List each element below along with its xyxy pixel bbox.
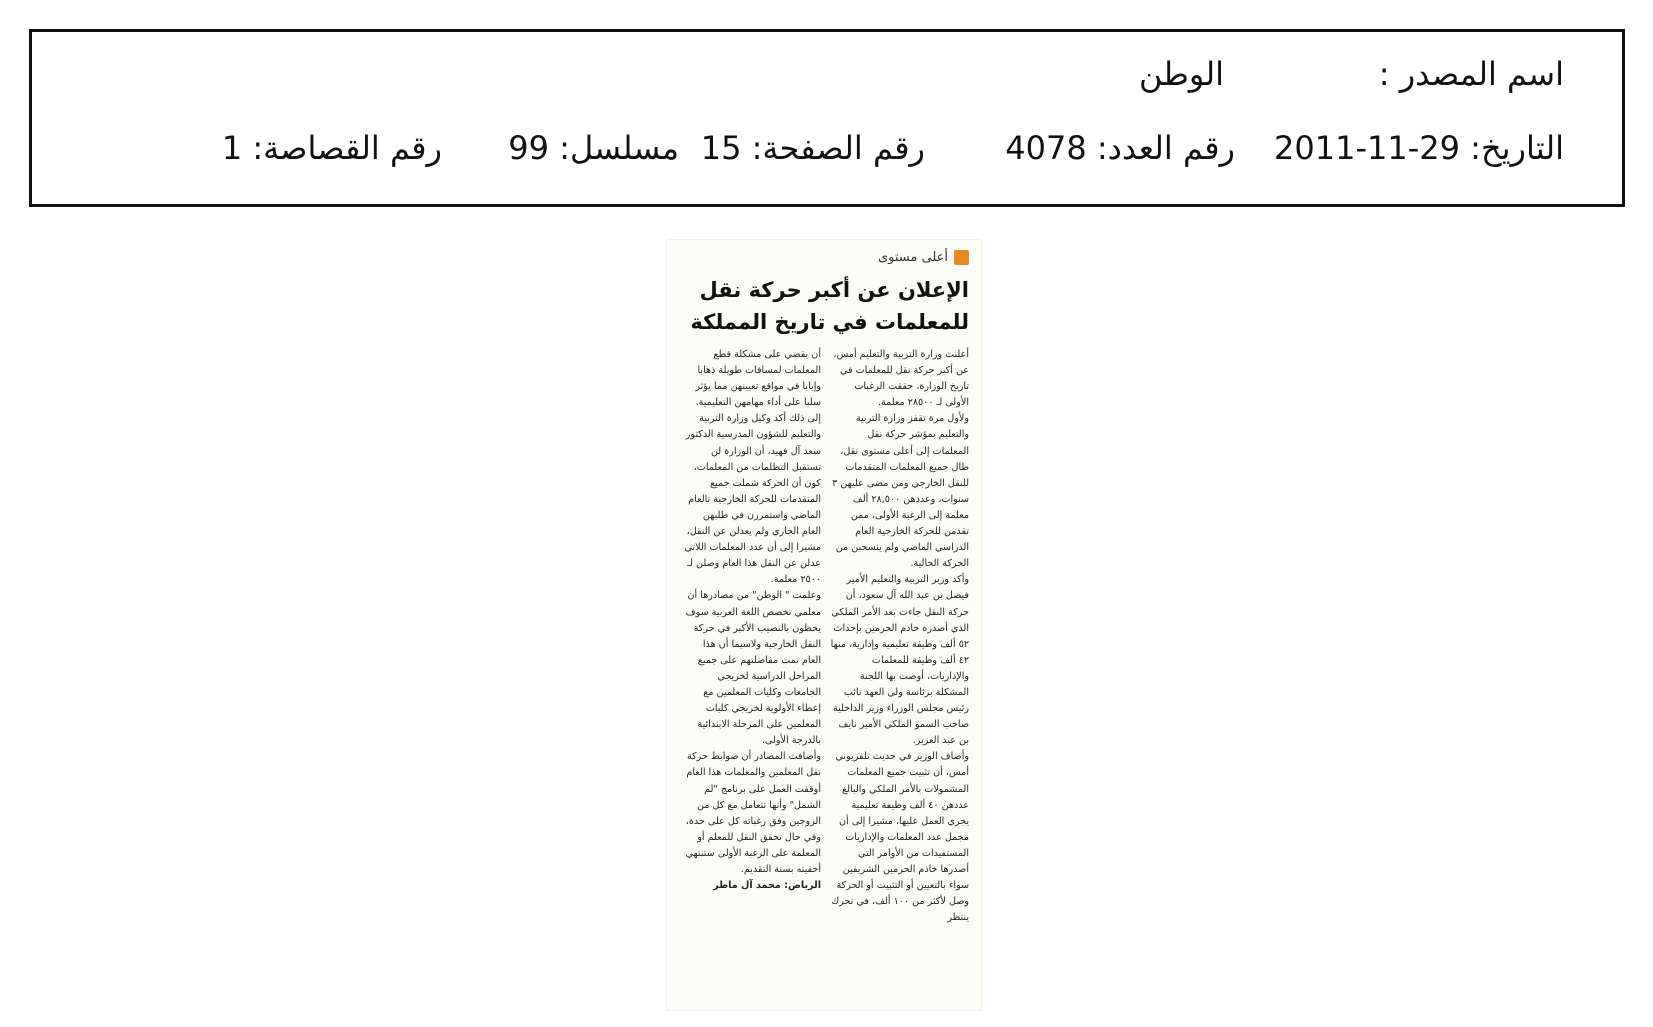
serial-field — [508, 129, 679, 167]
paragraph: وأكد وزير التربية والتعليم الأمير فيصل بن عبد الله آل سعود، أن حركة النقل جاءت بعد الأمر الملكي الذي أصدره خادم الحرمين بإحداث ٥٢ ألف وظيفة تعليمية وإدارية، منها ٤٢ ألف وظيفة للمعلمات والإداريات، أوصت بها اللجنة المشكلة برئاسة ولي العهد نائب رئيس مجلس الوزراء وزير الداخلية صاحب السمو الملكي الأمير نايف بن عبد العزيز. — [830, 574, 969, 747]
paragraph: أعلنت وزارة التربية والتعليم أمس، عن أكبر حركة نقل للمعلمات في تاريخ الوزارة، حققت الرغبات الأولى لـ ٢٨٥٠٠ معلمة. — [833, 349, 969, 409]
section-kicker — [878, 250, 969, 265]
paragraph: وأضاف الوزير في حديث تلفزيوني أمس، أن تثبيت جميع المعلمات المشمولات بالأمر الملكي والبالغ عددهن ٤٠ ألف وظيفة تعليمية يجري العمل عليها، مشيرا إلى أن مجمل عدد المعلمات والإداريات المستفيدات من الأوامر التي أصدرها خادم الحرمين الشريفين سواء بالتعيين أو التثبيت أو الحركة وصل لأكثر من ١٠٠ ألف، في تحرك ينتظر — [831, 751, 969, 924]
page-label: رقم الصفحة: — [751, 129, 925, 167]
headline-line-1: الإعلان عن أكبر حركة نقل — [699, 278, 969, 302]
article-column-right — [829, 347, 969, 926]
serial-label: مسلسل: — [559, 129, 679, 167]
paragraph: وعلمت " الوطن" من مصادرها أن معلمي تخصص اللغة العربية سوف يحظون بالنصيب الأكبر في حركة النقل الخارجية ولاسيما أن هذا العام تمت مفاضلتهم على جميع المراحل الدراسية لخريجي الجامعات وكليات المعلمين مع إعطاء الأولوية لخريجي كليات المعلمين على المرحلة الابتدائية بالدرجة الأولى. — [685, 590, 821, 747]
paragraph: ولأول مرة تقفز وزارة التربية والتعليم بمؤشر حركة نقل المعلمات إلى أعلى مستوى نقل، طال جميع المعلمات المتقدمات للنقل الخارجي ومن مضى عليهن ٣ سنوات، وعددهن ٢٨,٥٠٠ ألف معلمة إلى الرغبة الأولى، ممن تقدمن للحركة الخارجية العام الدراسي الماضي ولم ينسحبن من الحركة الحالية. — [832, 413, 969, 570]
kicker-text: أعلى مستوى — [877, 250, 948, 265]
kicker-square-icon — [954, 250, 969, 265]
issue-label: رقم العدد: — [1096, 129, 1235, 167]
clip-number-value: 1 — [221, 129, 243, 167]
issue-field — [1005, 129, 1235, 167]
clip-number-field — [222, 129, 442, 167]
article-byline: الرياض: محمد آل ماطر — [713, 880, 821, 892]
article-column-left — [681, 347, 821, 894]
headline-line-2: للمعلمات في تاريخ المملكة — [690, 310, 969, 334]
page-field — [701, 129, 925, 167]
article-headline — [679, 274, 969, 338]
paragraph: إلى ذلك أكد وكيل وزارة التربية والتعليم للشؤون المدرسية الدكتور سعد آل فهيد، أن الوزارة لن تستقبل التظلمات من المعلمات، كون أن الحركة شملت جميع المتقدمات للحركة الخارجية تالعام الماضي واستمررن في طلبهن العام الجاري ولم يعدلن عن النقل، مشيرا إلى أن عدد المعلمات اللاتي عدلن عن النقل هذا العام وصلن لـ ٢٥٠٠ معلمة. — [684, 413, 821, 586]
issue-value: 4078 — [1005, 129, 1087, 167]
clip-number-label: رقم القصاصة: — [252, 129, 442, 167]
date-field — [1274, 129, 1564, 167]
source-label: اسم المصدر : — [1378, 55, 1564, 93]
date-label: التاريخ: — [1470, 129, 1564, 167]
newspaper-clipping — [667, 240, 981, 1010]
date-value: 2011-11-29 — [1274, 129, 1460, 167]
source-value: الوطن — [1139, 55, 1224, 93]
paragraph: وأضافت المصادر أن ضوابط حركة نقل المعلمين والمعلمات هذا العام أوقفت العمل على برنامج "لم الشمل" وأنها تتعامل مع كل من الزوجين وفق رغباته كل على حدة، وفي حال تحقق النقل للمعلم أو المعلمة على الرغبة الأولى ستنتهي أحقيته بسنة التقديم. — [685, 751, 821, 875]
clipping-info-box — [29, 29, 1625, 207]
paragraph: أن يقضي على مشكلة قطع المعلمات لمسافات طويلة ذهابا وإيابا في مواقع تعيينهن مما يؤثر سلبا على أداء مهامهن التعليمية. — [695, 349, 821, 409]
serial-value: 99 — [508, 129, 549, 167]
page-value: 15 — [700, 129, 742, 167]
